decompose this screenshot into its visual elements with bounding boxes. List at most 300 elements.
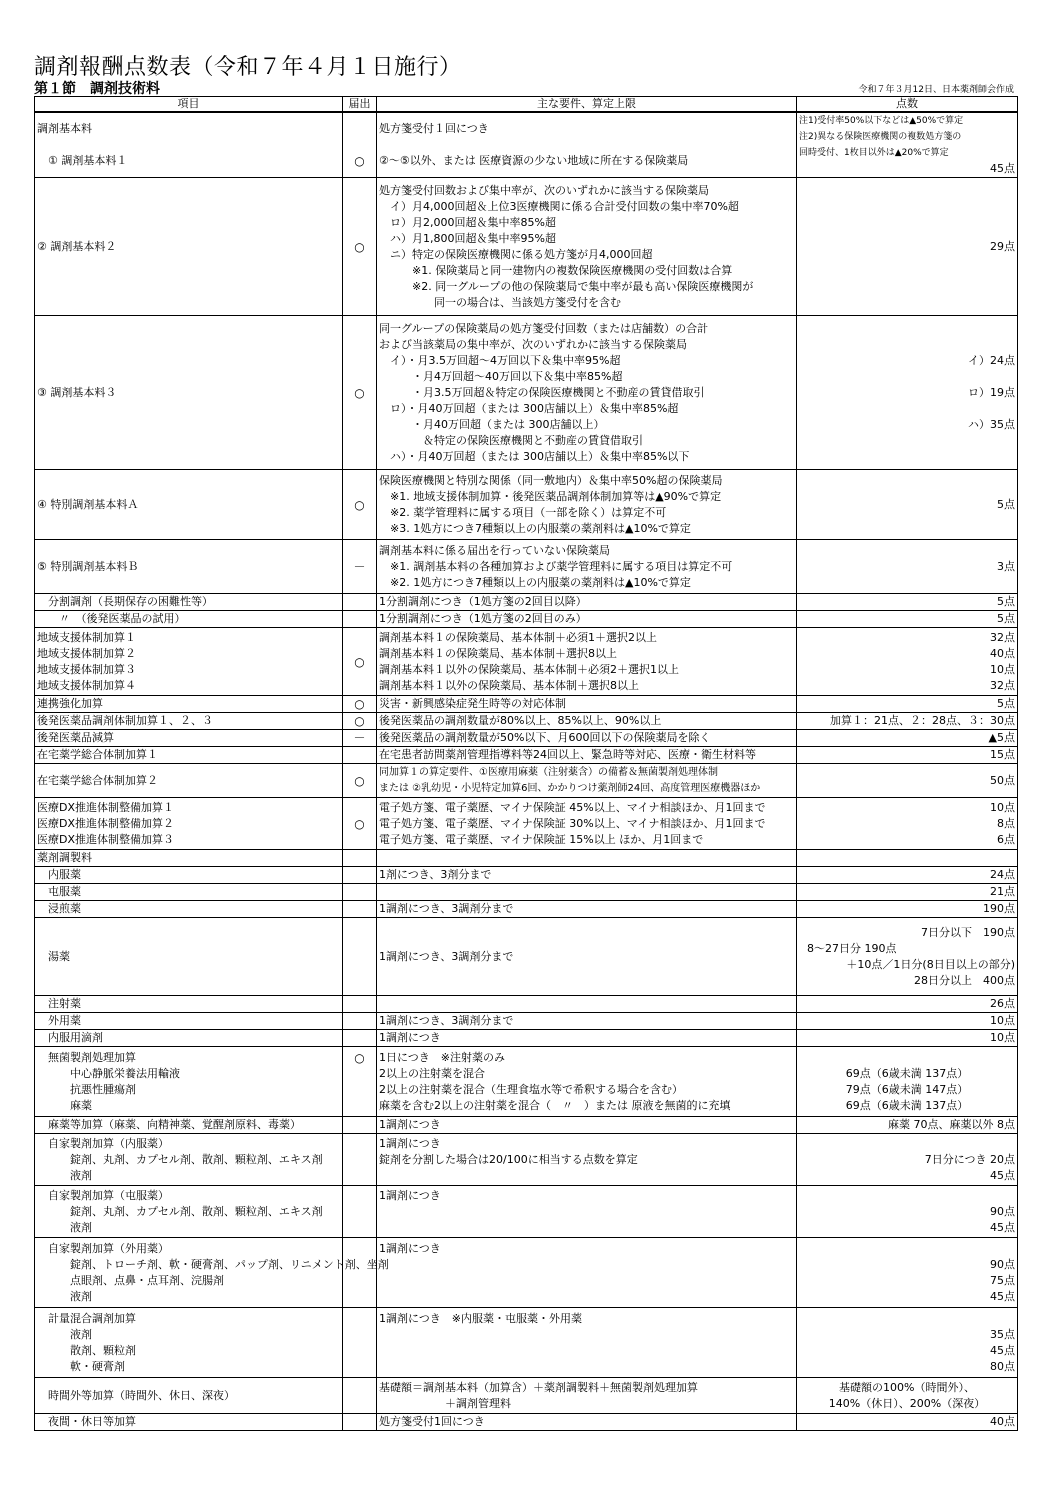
points-cell-line: 24点 <box>990 868 1015 881</box>
notification-cell <box>343 1238 377 1308</box>
points-cell-line: 10点 <box>990 800 1015 814</box>
item-cell <box>35 1308 343 1378</box>
item-cell-line: 在宅薬学総合体制加算１ <box>37 748 158 761</box>
points-cell-line: 90点 <box>990 1204 1015 1218</box>
points-cell-line: 15点 <box>990 748 1015 761</box>
item-cell-line: 屯服薬 <box>37 885 81 898</box>
points-cell-line: 5点 <box>997 497 1015 511</box>
table-row <box>35 996 1018 1013</box>
requirements-cell-line <box>379 1220 794 1236</box>
header-item: 項目 <box>35 97 343 113</box>
points-cell <box>797 628 1018 696</box>
notification-cell <box>343 470 377 540</box>
points-cell-line: 79点（6歳未満 147点） <box>845 1082 969 1096</box>
points-cell <box>797 730 1018 747</box>
requirements-cell <box>377 764 797 798</box>
requirements-cell-line: ※1. 調剤基本料の各種加算および薬学管理料に属する項目は算定不可 <box>379 559 733 573</box>
item-cell-line: 内服用滴剤 <box>37 1031 103 1044</box>
points-cell-line <box>799 1136 1015 1152</box>
notification-cell <box>343 112 377 178</box>
points-cell <box>797 540 1018 594</box>
notification-cell-line <box>345 1013 374 1029</box>
item-cell-line: 麻薬等加算（麻薬、向精神薬、覚醒剤原料、毒薬） <box>37 1118 301 1131</box>
item-cell <box>35 850 343 867</box>
points-cell-line: 注1)受付率50%以下などは▲50%で算定 <box>799 116 964 126</box>
requirements-cell-line: 在宅患者訪問薬剤管理指導料等24回以上、緊急時等対応、医療・衛生材料等 <box>379 748 756 761</box>
item-cell <box>35 1238 389 1308</box>
notification-cell <box>343 594 377 611</box>
points-cell <box>797 178 1018 316</box>
requirements-cell-line <box>379 1204 794 1220</box>
item-cell-line: 湯薬 <box>37 949 70 963</box>
item-cell-line: 地域支援体制加算３ <box>37 662 136 676</box>
item-cell <box>35 996 343 1013</box>
item-cell-line: 内服薬 <box>37 868 81 881</box>
item-cell-line: 抗悪性腫瘍剤 <box>37 1082 136 1096</box>
points-cell-line <box>799 401 1015 417</box>
notification-cell-line <box>345 884 374 900</box>
item-cell-line: 地域支援体制加算４ <box>37 678 136 692</box>
notification-cell-line: ○ <box>354 497 365 512</box>
table-row <box>35 470 1018 540</box>
requirements-cell-line: ・月4万回超～40万回以下＆集中率85%超 <box>379 369 623 383</box>
table-row <box>35 747 1018 764</box>
item-cell-line: ⑤ 特別調剤基本料Ｂ <box>37 559 139 573</box>
points-cell-line: 10点 <box>990 1031 1015 1044</box>
section-title: 第１節 調剤技術料 <box>34 81 160 97</box>
notification-cell <box>343 867 377 884</box>
notification-cell-line <box>345 1388 374 1404</box>
notification-cell-line: ○ <box>354 654 365 669</box>
notification-cell-line <box>345 594 374 610</box>
requirements-cell-line: ※2. 薬学管理料に属する項目（一部を除く）は算定不可 <box>379 505 667 519</box>
requirements-cell-line: 1調剤につき、3調剤分まで <box>379 902 514 915</box>
requirements-cell-line <box>379 1289 794 1305</box>
item-cell-line: ④ 特別調剤基本料Ａ <box>37 497 139 511</box>
notification-cell <box>343 1030 377 1047</box>
points-cell-line: 190点 <box>983 902 1015 915</box>
item-cell-line: 外用薬 <box>37 1014 81 1027</box>
table-row <box>35 1414 1018 1431</box>
table-row <box>35 884 1018 901</box>
item-cell <box>35 901 343 918</box>
item-cell <box>35 1013 343 1030</box>
item-cell-line: ① 調剤基本料１ <box>37 154 128 167</box>
item-cell <box>35 867 343 884</box>
notification-cell <box>343 918 377 996</box>
table-row <box>35 611 1018 628</box>
requirements-cell <box>377 628 797 696</box>
table-row <box>35 730 1018 747</box>
notification-cell <box>343 1134 377 1186</box>
requirements-cell-line: ※1. 保険薬局と同一建物内の複数保険医療機関の受付回数は合算 <box>379 263 733 277</box>
requirements-cell-line <box>379 1168 794 1184</box>
points-cell <box>797 112 1018 178</box>
notification-cell <box>343 540 377 594</box>
requirements-cell-line: ※1. 地域支援体制加算・後発医薬品調剤体制加算等は▲90%で算定 <box>379 489 722 503</box>
table-row <box>35 713 1018 730</box>
notification-cell-line <box>345 1335 374 1351</box>
requirements-cell-line: ＋調剤管理料 <box>379 1396 511 1410</box>
points-cell-line: 32点 <box>990 630 1015 644</box>
points-cell-line: 5点 <box>997 697 1015 710</box>
requirements-cell-line: ※3. 1処方につき7種類以上の内服薬の薬剤料は▲10%で算定 <box>379 521 691 535</box>
notification-cell <box>343 764 377 798</box>
requirements-cell <box>377 918 797 996</box>
table-row <box>35 918 1018 996</box>
item-cell-line: 調剤基本料 <box>37 122 92 135</box>
points-cell <box>797 1414 1018 1431</box>
requirements-cell-line: 1剤につき、3剤分まで <box>379 868 492 881</box>
requirements-cell-line: 1調剤につき <box>379 1031 441 1044</box>
item-cell-line: 自家製剤加算（内服薬） <box>37 1136 169 1150</box>
requirements-cell-line: 調剤基本料１以外の保険薬局、基本体制＋必須2＋選択1以上 <box>379 662 679 676</box>
notification-cell <box>343 316 377 470</box>
points-cell-line: 80点 <box>990 1359 1015 1373</box>
requirements-cell <box>377 1378 797 1414</box>
table-row <box>35 764 1018 798</box>
requirements-cell-line: 2以上の注射薬を混合 <box>379 1066 485 1080</box>
requirements-cell-line: 調剤基本料１の保険薬局、基本体制＋必須1＋選択2以上 <box>379 630 657 644</box>
header-requirements: 主な要件、算定上限 <box>377 97 797 113</box>
item-cell-line: ② 調剤基本料２ <box>37 239 117 253</box>
requirements-cell-line: ＆特定の保険医療機関と不動産の賃貸借取引 <box>379 433 643 447</box>
points-cell-line <box>799 1311 1015 1327</box>
table-row <box>35 316 1018 470</box>
notification-cell-line: ○ <box>354 154 365 168</box>
notification-cell-line: ○ <box>354 773 365 788</box>
item-cell-line: 液剤 <box>37 1168 92 1182</box>
requirements-cell-line: 1日につき ※注射薬のみ <box>379 1050 505 1064</box>
table-row <box>35 1013 1018 1030</box>
points-cell-line <box>799 449 1015 465</box>
requirements-cell <box>377 112 797 178</box>
item-cell <box>35 470 343 540</box>
item-cell <box>35 713 343 730</box>
requirements-cell-line: 1調剤につき <box>379 1188 441 1202</box>
item-cell-line: 自家製剤加算（屯服薬） <box>37 1188 169 1202</box>
table-row <box>35 1134 1018 1186</box>
notification-cell-line: ○ <box>354 239 365 254</box>
requirements-cell-line: ニ）特定の保険医療機関に係る処方箋が月4,000回超 <box>379 247 653 261</box>
header-notification: 届出 <box>343 97 377 113</box>
notification-cell-line: ○ <box>354 816 365 831</box>
item-cell <box>35 1378 343 1414</box>
item-cell-line: 錠剤、トローチ剤、軟・硬膏剤、パップ剤、リニメント剤、坐剤 <box>37 1257 389 1271</box>
notification-cell-line <box>345 137 374 153</box>
requirements-cell <box>377 594 797 611</box>
item-cell <box>35 798 343 850</box>
notification-cell-line <box>345 949 374 965</box>
points-cell-line: ＋10点／1日分(8日目以上の部分) <box>846 957 1015 971</box>
requirements-cell-line: 1調剤につき <box>379 1118 441 1131</box>
notification-cell-line: － <box>353 559 366 574</box>
requirements-cell-line: 電子処方箋、電子薬歴、マイナ保険証 30%以上、マイナ相談ほか、月1回まで <box>379 816 766 830</box>
item-cell <box>35 730 343 747</box>
points-cell-line <box>799 369 1015 385</box>
item-cell-line: 医療DX推進体制整備加算１ <box>37 800 175 814</box>
requirements-cell-line: 調剤基本料１以外の保険薬局、基本体制＋選択8以上 <box>379 678 639 692</box>
requirements-cell <box>377 747 797 764</box>
points-cell <box>797 996 1018 1013</box>
points-cell-line: ロ）19点 <box>968 385 1015 399</box>
requirements-cell-line <box>379 1257 794 1273</box>
requirements-cell-line: 災害・新興感染症発生時等の対応体制 <box>379 697 566 710</box>
points-cell <box>797 1186 1018 1238</box>
requirements-cell-line: または ②乳幼児・小児特定加算6回、かかりつけ薬剤師24回、高度管理医療機器ほか <box>379 782 761 794</box>
requirements-cell-line: 電子処方箋、電子薬歴、マイナ保険証 15%以上 ほか、月1回まで <box>379 832 704 846</box>
item-cell-line: 点眼剤、点鼻・点耳剤、浣腸剤 <box>37 1273 224 1287</box>
requirements-cell <box>377 1238 797 1308</box>
table-row <box>35 594 1018 611</box>
points-cell-line: 50点 <box>990 773 1015 787</box>
points-cell-line <box>799 1241 1015 1257</box>
requirements-cell <box>377 1186 797 1238</box>
points-cell-line: 26点 <box>990 997 1015 1010</box>
requirements-cell-line: ・月40万回超（または 300店舗以上） <box>379 417 605 431</box>
notification-cell <box>343 1047 377 1117</box>
item-cell-line: 医療DX推進体制整備加算２ <box>37 816 175 830</box>
requirements-cell <box>377 1030 797 1047</box>
item-cell-line: 中心静脈栄養法用輸液 <box>37 1066 180 1080</box>
item-cell-line: 液剤 <box>37 1327 92 1341</box>
requirements-cell-line <box>379 996 794 1012</box>
item-cell-line: ③ 調剤基本料３ <box>37 385 117 399</box>
points-cell <box>797 1134 1018 1186</box>
requirements-cell-line: 麻薬を含む2以上の注射薬を混合（ 〃 ）または 原液を無菌的に充填 <box>379 1098 731 1112</box>
requirements-cell-line: ・月3.5万回超＆特定の保険医療機関と不動産の賃貸借取引 <box>379 385 705 399</box>
item-cell-line: 液剤 <box>37 1289 92 1303</box>
table-row <box>35 867 1018 884</box>
item-cell-line <box>37 137 340 153</box>
item-cell <box>35 540 343 594</box>
item-cell <box>35 1117 343 1134</box>
notification-cell-line <box>345 996 374 1012</box>
item-cell <box>35 1414 343 1431</box>
requirements-cell-line: 基礎額＝調剤基本料（加算含）＋薬剤調製料＋無菌製剤処理加算 <box>379 1380 698 1394</box>
points-cell <box>797 696 1018 713</box>
notification-cell <box>343 1378 377 1414</box>
table-row <box>35 798 1018 850</box>
item-cell-line: 連携強化加算 <box>37 697 103 710</box>
points-cell-line: 45点 <box>990 1168 1015 1182</box>
requirements-cell <box>377 1414 797 1431</box>
points-cell-line: 69点（6歳未満 137点） <box>845 1098 969 1112</box>
points-cell <box>797 316 1018 470</box>
requirements-cell-line: 保険医療機関と特別な関係（同一敷地内）＆集中率50%超の保険薬局 <box>379 473 723 487</box>
document-title: 調剤報酬点数表（令和７年４月１日施行） <box>34 55 462 80</box>
notification-cell-line <box>345 747 374 763</box>
requirements-cell-line: 同一の場合は、当該処方箋受付を含む <box>379 295 621 309</box>
notification-cell-line <box>345 1117 374 1133</box>
points-cell-line: 21点 <box>990 885 1015 898</box>
requirements-cell <box>377 470 797 540</box>
points-cell-line: 90点 <box>990 1257 1015 1271</box>
item-cell <box>35 764 343 798</box>
notification-cell-line <box>345 1098 374 1114</box>
notification-cell <box>343 178 377 316</box>
table-row <box>35 1238 1018 1308</box>
header-points: 点数 <box>797 97 1018 113</box>
requirements-cell-line: ※2. 同一グループの他の保険薬局で集中率が最も高い保険医療機関が <box>379 279 754 293</box>
table-row <box>35 1117 1018 1134</box>
item-cell <box>35 628 343 696</box>
points-cell <box>797 594 1018 611</box>
item-cell-line: 分割調剤（長期保存の困難性等） <box>37 595 213 608</box>
item-cell-line: 後発医薬品減算 <box>37 731 114 744</box>
notification-cell-line <box>345 611 374 627</box>
points-cell-line: 45点 <box>990 1289 1015 1303</box>
notification-cell-line: ○ <box>354 714 365 728</box>
table-row <box>35 1030 1018 1047</box>
points-cell-line: 69点（6歳未満 137点） <box>845 1066 969 1080</box>
requirements-cell-line: 同加算１の算定要件、①医療用麻薬（注射薬含）の備蓄＆無菌製剤処理体制 <box>379 766 718 778</box>
requirements-cell <box>377 1308 797 1378</box>
requirements-cell-line: ※2. 1処方につき7種類以上の内服薬の薬剤料は▲10%で算定 <box>379 575 691 589</box>
notification-cell <box>343 696 377 713</box>
requirements-cell <box>377 1134 797 1186</box>
item-cell-line: 麻薬 <box>37 1098 92 1112</box>
item-cell-line: 在宅薬学総合体制加算２ <box>37 773 158 787</box>
points-cell <box>797 1378 1018 1414</box>
notification-cell-line <box>345 1030 374 1046</box>
requirements-cell-line: 1調剤につき、3調剤分まで <box>379 949 514 963</box>
points-cell <box>797 901 1018 918</box>
requirements-cell-line: ②～⑤以外、または 医療資源の少ない地域に所在する保険薬局 <box>379 154 689 167</box>
points-cell-line: 7日分以下 190点 <box>921 925 1015 939</box>
points-cell-line: 5点 <box>997 595 1015 608</box>
points-cell-line: 7日分につき 20点 <box>924 1152 1015 1166</box>
points-cell <box>797 470 1018 540</box>
points-cell-line: 注2)異なる保険医療機関の複数処方箋の <box>799 132 962 142</box>
notification-cell-line <box>345 1082 374 1098</box>
item-cell-line: 時間外等加算（時間外、休日、深夜） <box>37 1388 235 1402</box>
requirements-cell <box>377 996 797 1013</box>
requirements-cell-line: 電子処方箋、電子薬歴、マイナ保険証 45%以上、マイナ相談ほか、月1回まで <box>379 800 766 814</box>
notification-cell-line <box>345 867 374 883</box>
requirements-cell-line: 処方箋受付回数および集中率が、次のいずれかに該当する保険薬局 <box>379 183 709 197</box>
notification-cell <box>343 1117 377 1134</box>
table-header-row <box>35 97 1018 113</box>
notification-cell-line <box>345 901 374 917</box>
requirements-cell-line: 調剤基本料に係る届出を行っていない保険薬局 <box>379 543 610 557</box>
table-row <box>35 696 1018 713</box>
requirements-cell <box>377 884 797 901</box>
requirements-cell-line: 処方箋受付１回につき <box>379 122 489 135</box>
notification-cell <box>343 1186 377 1238</box>
item-cell <box>35 594 343 611</box>
points-cell-line: 麻薬 70点、麻薬以外 8点 <box>888 1118 1015 1131</box>
points-cell-line: 8点 <box>997 816 1015 830</box>
points-cell <box>797 1117 1018 1134</box>
requirements-cell-line: 後発医薬品の調剤数量が50%以下、月600回以下の保険薬局を除く <box>379 731 711 744</box>
points-cell-line <box>799 321 1015 337</box>
item-cell-line: 錠剤、丸剤、カプセル剤、散剤、顆粒剤、エキス剤 <box>37 1204 323 1218</box>
points-cell-line: 基礎額の100%（時間外）、 <box>839 1380 975 1394</box>
notification-cell-line: ○ <box>354 697 365 711</box>
requirements-cell-line: 1調剤につき <box>379 1241 441 1255</box>
requirements-cell <box>377 1117 797 1134</box>
points-cell <box>797 611 1018 628</box>
item-cell <box>35 747 343 764</box>
notification-cell <box>343 730 377 747</box>
points-cell-line <box>799 1188 1015 1204</box>
notification-cell-line <box>345 1152 374 1168</box>
author-note: 令和７年３月12日、日本薬剤師会作成 <box>858 85 1014 95</box>
requirements-cell-line <box>379 1327 794 1343</box>
points-cell <box>797 1308 1018 1378</box>
requirements-cell-line: 処方箋受付1回につき <box>379 1415 485 1428</box>
notification-cell-line <box>345 1414 374 1430</box>
requirements-cell <box>377 713 797 730</box>
requirements-cell-line <box>379 137 794 153</box>
notification-cell <box>343 996 377 1013</box>
table-row <box>35 1047 1018 1117</box>
requirements-cell <box>377 540 797 594</box>
points-cell-line: 45点 <box>990 1220 1015 1234</box>
points-cell <box>797 850 1018 867</box>
points-cell-line: 回時受付、1枚目以外は▲20%で算定 <box>799 148 949 158</box>
notification-cell-line: － <box>353 731 366 745</box>
points-cell-line: 29点 <box>990 239 1015 253</box>
points-cell-line: 75点 <box>990 1273 1015 1287</box>
requirements-cell-line: ロ）月2,000回超＆集中率85%超 <box>379 215 556 229</box>
points-cell <box>797 798 1018 850</box>
points-cell-line <box>799 337 1015 353</box>
requirements-cell-line: 同一グループの保険薬局の処方箋受付回数（または店舗数）の合計 <box>379 321 709 335</box>
notification-cell-line <box>345 121 374 137</box>
requirements-cell-line: ロ）・月40万回超（または 300店舗以上）＆集中率85%超 <box>379 401 679 415</box>
points-cell-line: 40点 <box>990 1415 1015 1428</box>
table-row <box>35 1186 1018 1238</box>
item-cell-line: 浸煎薬 <box>37 902 81 915</box>
points-cell-line: 40点 <box>990 646 1015 660</box>
points-cell-line: 45点 <box>990 162 1015 175</box>
points-cell-line: 35点 <box>990 1327 1015 1341</box>
points-cell <box>797 713 1018 730</box>
points-cell-line <box>799 433 1015 449</box>
points-cell-line: 140%（休日）、200%（深夜） <box>828 1396 986 1410</box>
item-cell <box>35 316 343 470</box>
points-cell <box>797 747 1018 764</box>
points-cell <box>797 918 1018 996</box>
requirements-cell <box>377 901 797 918</box>
table-row <box>35 850 1018 867</box>
points-cell-line: 32点 <box>990 678 1015 692</box>
requirements-cell-line: 調剤基本料１の保険薬局、基本体制＋選択8以上 <box>379 646 617 660</box>
item-cell-line: 注射薬 <box>37 997 81 1010</box>
requirements-cell-line: ハ）・月40万回超（または 300店舗以上）＆集中率85%以下 <box>379 449 690 463</box>
requirements-cell-line: 1分割調剤につき（1処方箋の2回目以降） <box>379 595 587 608</box>
points-cell <box>797 1238 1018 1308</box>
points-cell <box>797 884 1018 901</box>
points-cell-line <box>799 1050 1015 1066</box>
notification-cell <box>343 1013 377 1030</box>
item-cell-line: 無菌製剤処理加算 <box>37 1050 136 1064</box>
notification-cell <box>343 611 377 628</box>
requirements-cell-line: 1調剤につき ※内服薬・屯服薬・外用薬 <box>379 1311 582 1325</box>
requirements-cell <box>377 178 797 316</box>
points-cell <box>797 1030 1018 1047</box>
notification-cell-line <box>345 850 374 866</box>
points-cell-line: 3点 <box>997 559 1015 573</box>
points-cell <box>797 867 1018 884</box>
item-cell-line: 計量混合調剤加算 <box>37 1311 136 1325</box>
requirements-cell-line: 錠剤を分割した場合は20/100に相当する点数を算定 <box>379 1152 638 1166</box>
item-cell-line: 薬剤調製料 <box>37 851 92 864</box>
item-cell-line: 軟・硬膏剤 <box>37 1359 125 1373</box>
notification-cell <box>343 901 377 918</box>
